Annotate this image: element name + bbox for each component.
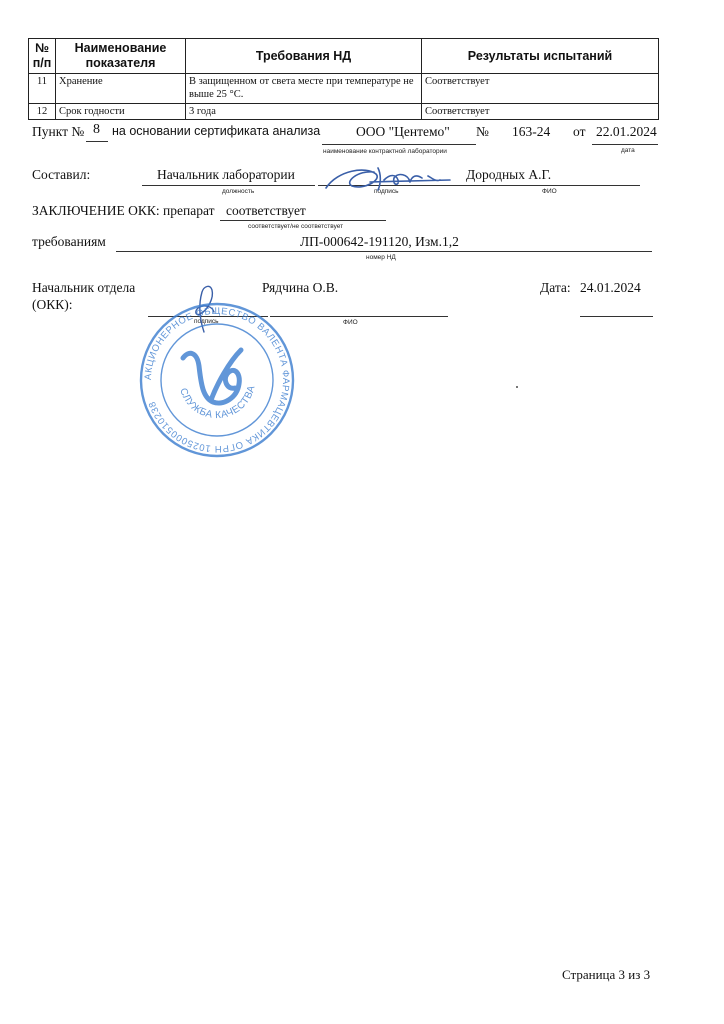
conclusion-label: ЗАКЛЮЧЕНИЕ ОКК: препарат — [32, 203, 215, 218]
composer-name-caption: ФИО — [542, 188, 557, 195]
header-results: Результаты испытаний — [422, 39, 659, 74]
row-requirement: 3 года — [186, 104, 422, 120]
composer-position: Начальник лаборатории — [157, 167, 295, 182]
svg-text:АКЦИОНЕРНОЕ ОБЩЕСТВО ВАЛЕНТА Ф — [143, 306, 291, 454]
conclusion-caption: соответствует/не соответствует — [248, 223, 344, 230]
stamp-outer-text: АКЦИОНЕРНОЕ ОБЩЕСТВО ВАЛЕНТА ФАРМАЦЕВТИКА ОГРН 1025000510238 — [142, 305, 292, 455]
head-signature-caption: подпись — [194, 318, 219, 325]
nd-caption: номер НД — [366, 254, 396, 261]
head-date-label: Дата: — [540, 280, 571, 295]
head-name: Рядчина О.В. — [262, 280, 339, 295]
composer-signature-icon — [318, 160, 458, 196]
head-name-caption: ФИО — [343, 319, 358, 326]
punkt-number: 8 — [93, 122, 100, 137]
punkt-label: Пункт № — [32, 124, 85, 139]
table-header-row — [29, 39, 659, 74]
results-table — [28, 38, 659, 120]
header-name: Наименование показателя — [56, 39, 186, 74]
row-result: Соответствует — [422, 104, 659, 120]
nd-number: ЛП-000642-191120, Изм.1,2 — [300, 234, 459, 249]
row-name: Хранение — [56, 74, 186, 104]
composer-name: Дородных А.Г. — [466, 167, 552, 182]
conclusion-value: соответствует — [226, 203, 306, 218]
table-row — [29, 74, 659, 104]
quality-service-stamp-icon — [137, 300, 297, 460]
cert-number: 163-24 — [512, 124, 551, 139]
requirements-label: требованиям — [32, 234, 106, 249]
punkt-basis: на основании сертификата анализа — [112, 124, 321, 138]
cert-no-label: № — [476, 124, 489, 139]
stamp-inner-text: СЛУЖБА КАЧЕСТВА — [177, 384, 258, 422]
cert-date: 22.01.2024 — [596, 124, 657, 139]
head-label-okk: (ОКК): — [32, 297, 73, 312]
row-requirement: В защищенном от света месте при температуре не выше 25 °С. — [186, 74, 422, 104]
row-num: 11 — [29, 74, 56, 104]
signature-caption: подпись — [374, 188, 399, 195]
header-requirements: Требования НД — [186, 39, 422, 74]
row-result: Соответствует — [422, 74, 659, 104]
table-row — [29, 104, 659, 120]
page-number: Страница 3 из 3 — [562, 967, 651, 982]
head-label: Начальник отдела — [32, 280, 136, 295]
cert-from-label: от — [573, 124, 586, 139]
composed-label: Составил: — [32, 167, 91, 182]
row-num: 12 — [29, 104, 56, 120]
head-date: 24.01.2024 — [580, 280, 641, 295]
lab-name-caption: наименование контрактной лаборатории — [323, 148, 447, 155]
row-name: Срок годности — [56, 104, 186, 120]
cert-date-caption: дата — [621, 147, 635, 154]
lab-name: ООО "Центемо" — [356, 124, 450, 139]
header-num: № п/п — [29, 39, 56, 74]
position-caption: должность — [222, 188, 255, 195]
